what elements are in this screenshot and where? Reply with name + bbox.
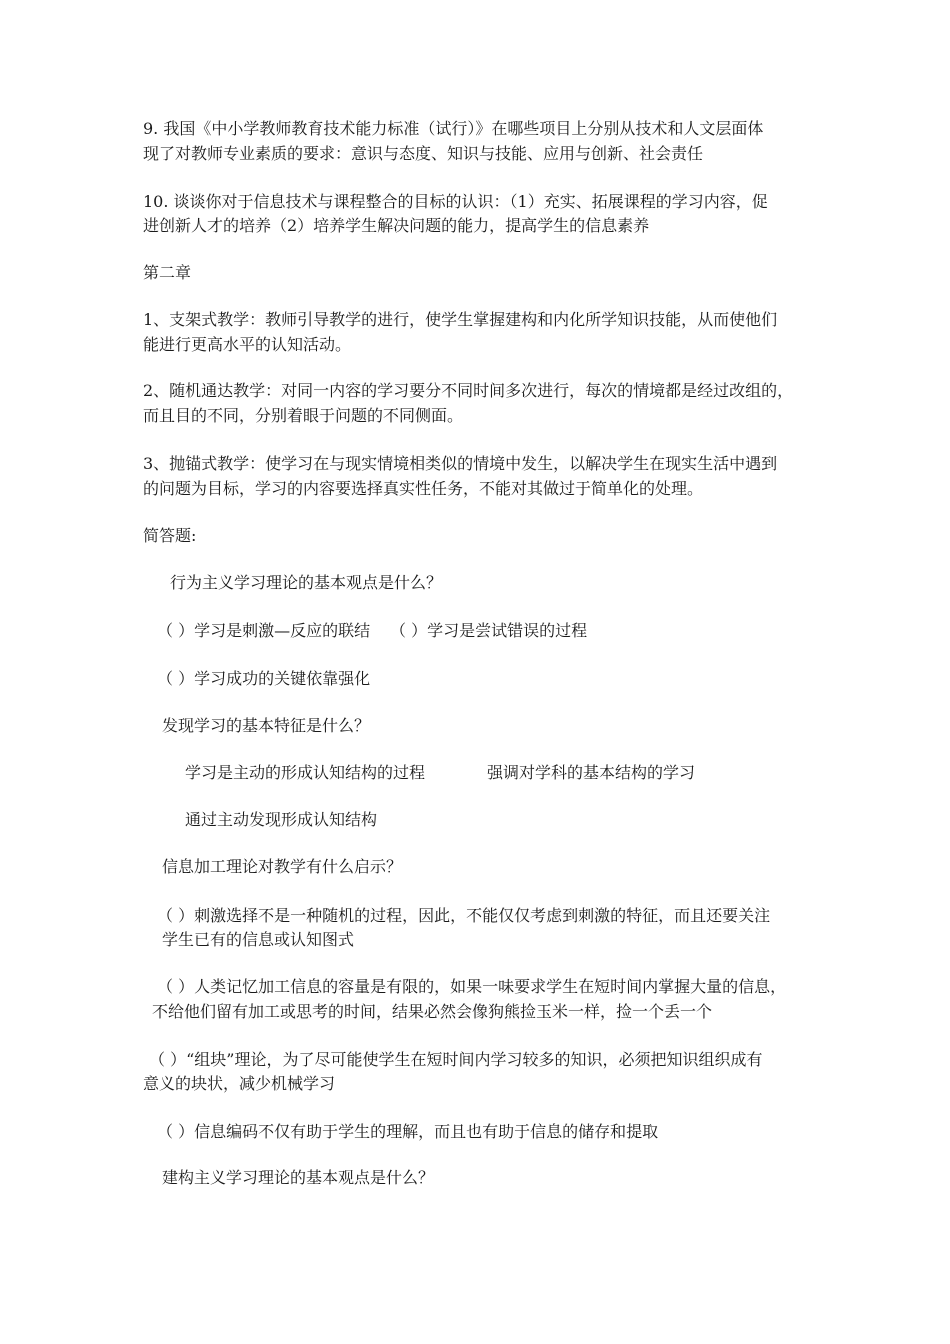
behaviorism-option-3: （ ）学习成功的关键依靠强化 bbox=[157, 669, 371, 688]
discovery-feature-2: 强调对学科的基本结构的学习 bbox=[487, 763, 696, 782]
chapter-item-1-line-2: 能进行更高水平的认知活动。 bbox=[143, 335, 352, 354]
info-option-1-line-2: 学生已有的信息或认知图式 bbox=[162, 930, 355, 949]
chapter-item-2-line-1: 2、随机通达教学：对同一内容的学习要分不同时间多次进行，每次的情境都是经过改组的， bbox=[143, 381, 794, 400]
short-answer-heading: 简答题: bbox=[143, 526, 197, 545]
info-option-1-line-1: （ ）刺激选择不是一种随机的过程，因此，不能仅仅考虑到刺激的特征，而且还要关注 bbox=[157, 906, 771, 925]
discovery-feature-3: 通过主动发现形成认知结构 bbox=[185, 810, 378, 829]
behaviorism-question: 行为主义学习理论的基本观点是什么？ bbox=[170, 573, 443, 592]
chapter-item-2-line-2: 而且目的不同，分别着眼于问题的不同侧面。 bbox=[143, 406, 464, 425]
behaviorism-option-1: （ ）学习是刺激—反应的联结 bbox=[157, 621, 371, 640]
constructivism-question: 建构主义学习理论的基本观点是什么？ bbox=[162, 1168, 435, 1187]
behaviorism-option-2: （ ）学习是尝试错误的过程 bbox=[390, 621, 588, 640]
info-option-2-line-1: （ ）人类记忆加工信息的容量是有限的，如果一味要求学生在短时间内掌握大量的信息， bbox=[157, 977, 787, 996]
q10-line-2: 进创新人才的培养（2）培养学生解决问题的能力，提高学生的信息素养 bbox=[143, 216, 650, 235]
info-option-2-line-2: 不给他们留有加工或思考的时间，结果必然会像狗熊捡玉米一样，捡一个丢一个 bbox=[152, 1002, 713, 1021]
chapter-item-1-line-1: 1、支架式教学：教师引导教学的进行，使学生掌握建构和内化所学知识技能，从而使他们 bbox=[143, 310, 778, 329]
discovery-feature-1: 学习是主动的形成认知结构的过程 bbox=[185, 763, 426, 782]
info-option-3-line-2: 意义的块状，减少机械学习 bbox=[143, 1074, 336, 1093]
info-processing-question: 信息加工理论对教学有什么启示？ bbox=[162, 857, 403, 876]
q9-line-1: 9. 我国《中小学教师教育技术能力标准（试行）》在哪些项目上分别从技术和人文层面体 bbox=[143, 119, 764, 138]
q9-line-2: 现了对教师专业素质的要求：意识与态度、知识与技能、应用与创新、社会责任 bbox=[143, 144, 704, 163]
info-option-3-line-1: （ ）“组块”理论，为了尽可能使学生在短时间内学习较多的知识，必须把知识组织成有 bbox=[149, 1050, 763, 1069]
info-option-4: （ ）信息编码不仅有助于学生的理解，而且也有助于信息的储存和提取 bbox=[157, 1122, 659, 1141]
chapter-item-3-line-2: 的问题为目标，学习的内容要选择真实性任务，不能对其做过于简单化的处理。 bbox=[143, 479, 704, 498]
chapter-item-3-line-1: 3、抛锚式教学：使学习在与现实情境相类似的情境中发生，以解决学生在现实生活中遇到 bbox=[143, 454, 778, 473]
chapter-heading: 第二章 bbox=[143, 263, 192, 282]
q10-line-1: 10. 谈谈你对于信息技术与课程整合的目标的认识：（1）充实、拓展课程的学习内容，促 bbox=[143, 192, 768, 211]
discovery-question: 发现学习的基本特征是什么？ bbox=[162, 716, 371, 735]
